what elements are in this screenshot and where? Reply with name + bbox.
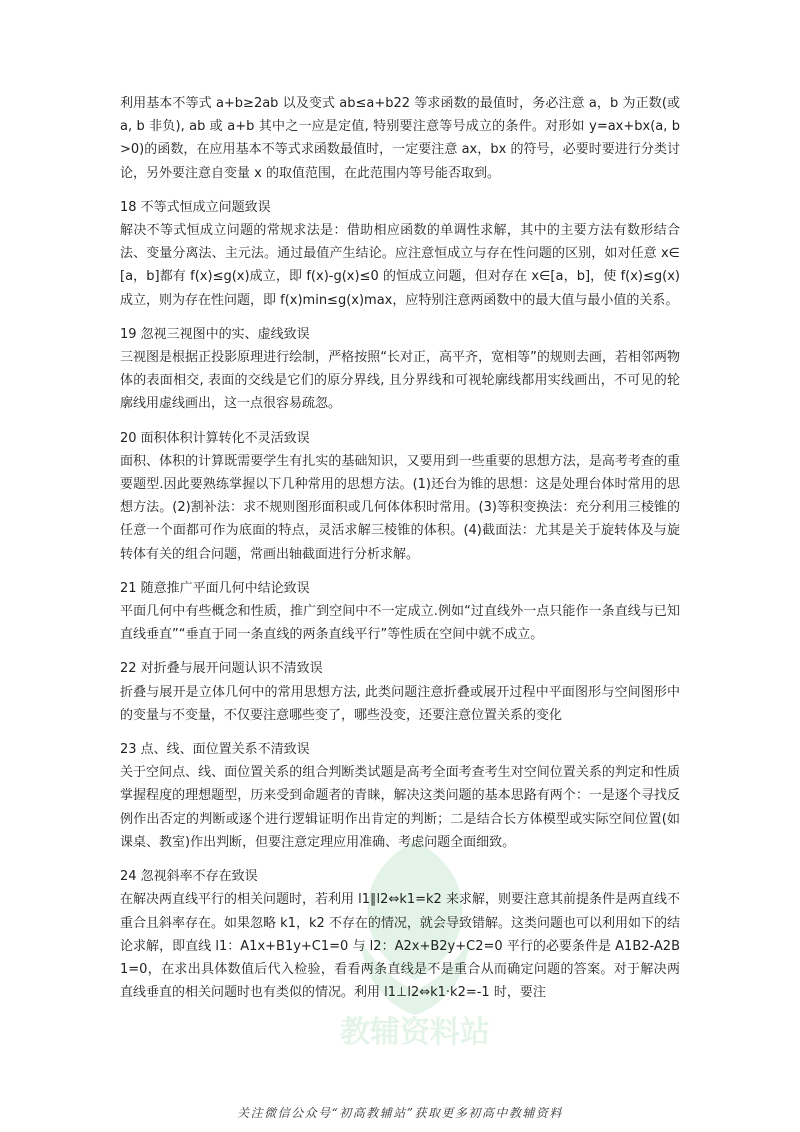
watermark-text: 教辅资料站 bbox=[340, 1016, 490, 1049]
section-body: 三视图是根据正投影原理进行绘制，严格按照“长对正，高平齐，宽相等”的规则去画，若相邻两物体的表面相交, 表面的交线是它们的原分界线, 且分界线和可视轮廓线都用实线画出，不可见的轮廓线用虚线画出，这一点很容易疏忽。 bbox=[120, 350, 680, 412]
section-heading: 23 点、线、面位置关系不清致误 bbox=[120, 742, 310, 758]
document-body bbox=[120, 92, 680, 1004]
section-body: 折叠与展开是立体几何中的常用思想方法, 此类问题注意折叠或展开过程中平面图形与空间图形中的变量与不变量，不仅要注意哪些变了，哪些没变，还要注意位置关系的变化 bbox=[120, 684, 680, 723]
section-body: 关于空间点、线、面位置关系的组合判断类试题是高考全面考查考生对空间位置关系的判定和性质掌握程度的理想题型，历来受到命题者的青睐，解决这类问题的基本思路有两个：一是逐个寻找反例作出否定的判断或逐个进行逻辑证明作出肯定的判断；二是结合长方体模型或实际空间位置(如课桌、教室)作出判断，但要注意定理应用准确、考虑问题全面细致。 bbox=[120, 765, 680, 850]
section-body: 解决不等式恒成立问题的常规求法是：借助相应函数的单调性求解，其中的主要方法有数形结合法、变量分离法、主元法。通过最值产生结论。应注意恒成立与存在性问题的区别，如对任意 x∈[a，b]都有 f(x)≤g(x)成立，即 f(x)-g(x)≤0 的恒成立问题，但对存在 x∈[a，b]，使 f(x)≤g(x)成立，则为存在性问题，即 f(x)min≤g(x)max，应特别注意两函数中的最大值与最小值的关系。 bbox=[120, 223, 680, 308]
section-18 bbox=[120, 196, 680, 312]
section-body: 在解决两直线平行的相关问题时，若利用 l1∥l2⇔k1=k2 来求解，则要注意其前提条件是两直线不重合且斜率存在。如果忽略 k1，k2 不存在的情况，就会导致错解。这类问题也可以利用如下的结论求解，即直线 l1：A1x+B1y+C1=0 与 l2：A2x+B2y+C2=0 平行的必要条件是 A1B2-A2B1=0，在求出具体数值后代入检验，看看两条直线是不是重合从而确定问题的答案。对于解决两直线垂直的相关问题时也有类似的情况。利用 l1⊥l2⇔k1·k2=-1 时，要注 bbox=[120, 892, 680, 1001]
section-body: 平面几何中有些概念和性质，推广到空间中不一定成立.例如“过直线外一点只能作一条直线与已知直线垂直”“垂直于同一条直线的两条直线平行”等性质在空间中就不成立。 bbox=[120, 604, 680, 643]
section-heading: 22 对折叠与展开问题认识不清致误 bbox=[120, 661, 323, 677]
intro-paragraph: 利用基本不等式 a+b≥2ab 以及变式 ab≤a+b22 等求函数的最值时，务必注意 a，b 为正数(或 a, b 非负), ab 或 a+b 其中之一应是定值, 特别要注意等号成立的条件。对形如 y=ax+bx(a, b>0)的函数，在应用基本不等式求函数最值时，一定要注意 ax，bx 的符号，必要时要进行分类讨论，另外要注意自变量 x 的取值范围，在此范围内等号能否取到。 bbox=[120, 96, 680, 181]
section-24 bbox=[120, 865, 680, 1004]
section-heading: 21 随意推广平面几何中结论致误 bbox=[120, 580, 310, 596]
page-footer: 关注微信公众号“初高教辅站”获取更多初高中教辅资料 bbox=[237, 1106, 563, 1120]
section-heading: 20 面积体积计算转化不灵活致误 bbox=[120, 430, 310, 446]
section-23 bbox=[120, 738, 680, 854]
section-20 bbox=[120, 427, 680, 566]
section-19 bbox=[120, 323, 680, 416]
section-22 bbox=[120, 657, 680, 727]
section-heading: 18 不等式恒成立问题致误 bbox=[120, 199, 271, 215]
section-heading: 24 忽视斜率不存在致误 bbox=[120, 869, 258, 885]
section-body: 面积、体积的计算既需要学生有扎实的基础知识，又要用到一些重要的思想方法，是高考考查的重要题型.因此要熟练掌握以下几种常用的思想方法。(1)还台为锥的思想：这是处理台体时常用的思想方法。(2)割补法：求不规则图形面积或几何体体积时常用。(3)等积变换法：充分利用三棱锥的任意一个面都可作为底面的特点，灵活求解三棱锥的体积。(4)截面法：尤其是关于旋转体及与旋转体有关的组合问题，常画出轴截面进行分析求解。 bbox=[120, 453, 680, 562]
section-21 bbox=[120, 577, 680, 647]
section-heading: 19 忽视三视图中的实、虚线致误 bbox=[120, 326, 310, 342]
